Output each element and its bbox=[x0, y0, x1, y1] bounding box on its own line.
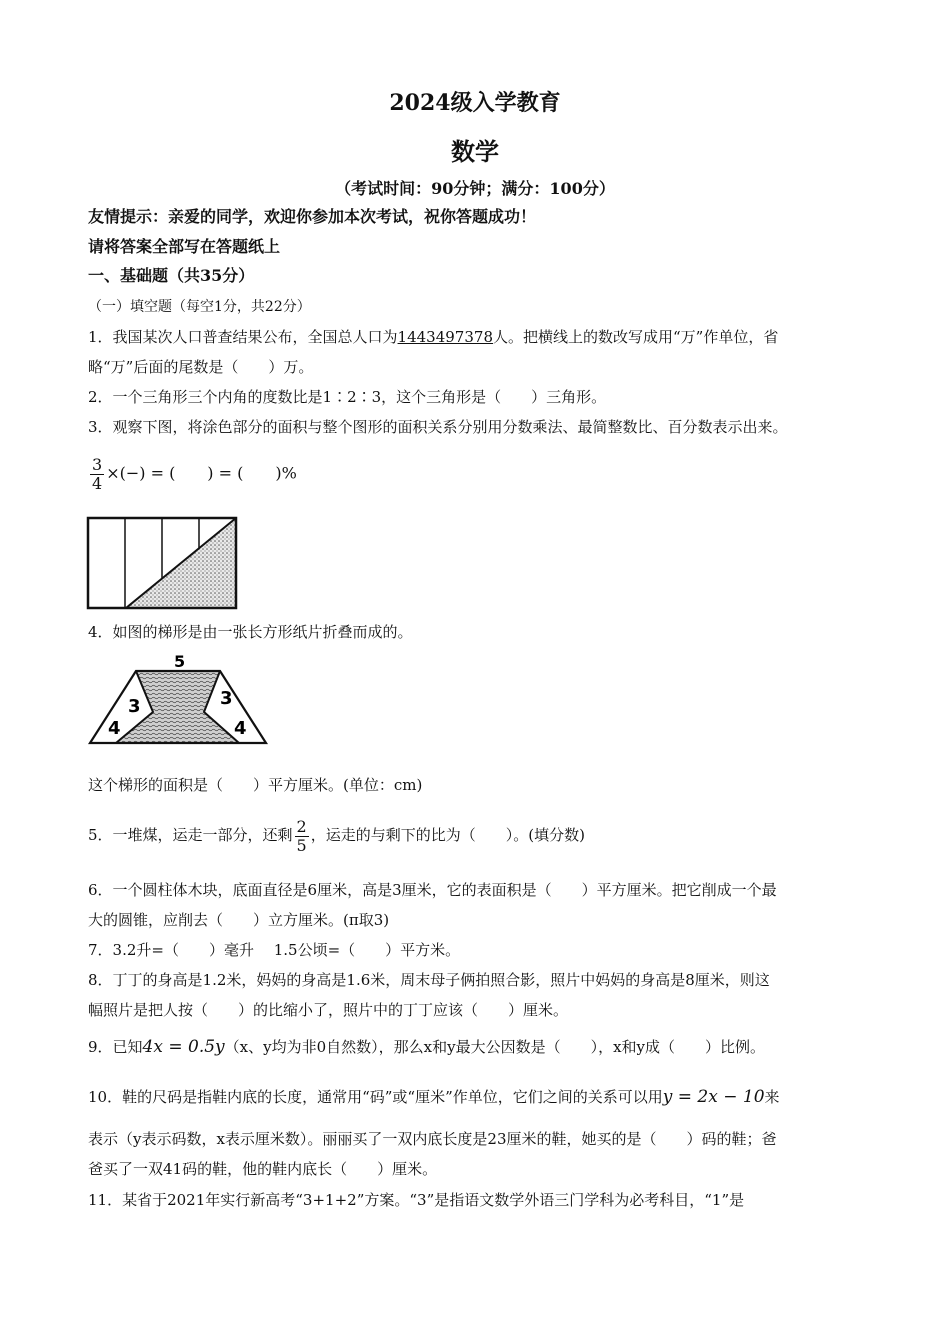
q10-formula: y = 2x − 10 bbox=[662, 1087, 765, 1107]
label-left-side: 3 bbox=[128, 696, 141, 717]
question-11: 11．某省于2021年实行新高考“3+1+2”方案。“3”是指语文数学外语三门学科为必考科目，“1”是 bbox=[88, 1191, 745, 1209]
answer-instruction: 请将答案全部写在答题纸上 bbox=[88, 237, 281, 256]
question-6-line-1: 6．一个圆柱体木块，底面直径是6厘米，高是3厘米，它的表面积是（ ）平方厘米。把它削成一个最 bbox=[88, 881, 777, 899]
q10-text-a: 10．鞋的尺码是指鞋内底的长度，通常用“码”或“厘米”作单位，它们之间的关系可以用 bbox=[88, 1088, 663, 1106]
exam-title: 2024级入学教育 bbox=[389, 90, 561, 116]
q5-fraction-denominator: 5 bbox=[296, 835, 307, 855]
question-5 bbox=[88, 815, 868, 855]
question-9 bbox=[88, 1037, 868, 1057]
q9-text-a: 9．已知 bbox=[88, 1038, 143, 1056]
q1-population-number: 1443497378 bbox=[397, 328, 493, 346]
question-4: 4．如图的梯形是由一张长方形纸片折叠而成的。 bbox=[88, 623, 413, 641]
q9-text-b: （x、y均为非0自然数），那么x和y最大公因数是（ ），x和y成（ ）比例。 bbox=[224, 1038, 766, 1056]
question-2: 2．一个三角形三个内角的度数比是1∶2∶3，这个三角形是（ ）三角形。 bbox=[88, 388, 607, 406]
q5-fraction-numerator: 2 bbox=[296, 816, 307, 836]
label-top: 5 bbox=[174, 652, 186, 671]
label-left-bottom: 4 bbox=[108, 718, 121, 739]
q1-text-a: 1．我国某次人口普查结果公布，全国总人口为 bbox=[88, 328, 398, 346]
q3-fraction-denominator: 4 bbox=[92, 474, 103, 493]
question-3: 3．观察下图，将涂色部分的面积与整个图形的面积关系分别用分数乘法、最简整数比、百分数表示出来。 bbox=[88, 418, 788, 436]
subsection-title: （一）填空题（每空1分，共22分） bbox=[88, 299, 311, 315]
q5-fraction bbox=[295, 818, 309, 855]
question-10-line-2: 表示（y表示码数，x表示厘米数）。丽丽买了一双内底长度是23厘米的鞋，她买的是（ ）码的鞋；爸 bbox=[88, 1130, 777, 1148]
subject-title: 数学 bbox=[451, 137, 499, 166]
label-right-bottom: 4 bbox=[234, 718, 247, 739]
question-10-line-3: 爸买了一双41码的鞋，他的鞋内底长（ ）厘米。 bbox=[88, 1160, 438, 1178]
q3-formula-rest: ×(−) = ( ) = ( )% bbox=[106, 463, 297, 483]
exam-info: （考试时间：90分钟；满分：100分） bbox=[335, 179, 615, 198]
label-right-side: 3 bbox=[220, 688, 233, 709]
question-7: 7．3.2升=（ ）毫升 1.5公顷=（ ）平方米。 bbox=[88, 941, 461, 959]
q5-text-a: 5．一堆煤，运走一部分，还剩 bbox=[88, 826, 293, 844]
q3-shaded-rectangle-figure bbox=[86, 516, 238, 610]
q10-text-b: 来 bbox=[764, 1088, 780, 1106]
question-1-line-1 bbox=[88, 327, 868, 347]
q9-formula: 4x = 0.5y bbox=[142, 1037, 225, 1057]
question-8-line-2: 幅照片是把人按（ ）的比缩小了，照片中的丁丁应该（ ）厘米。 bbox=[88, 1001, 569, 1019]
q3-fraction bbox=[90, 456, 104, 493]
q1-text-b: 人。把横线上的数改写成用“万”作单位，省 bbox=[492, 328, 779, 346]
question-4-answer-line: 这个梯形的面积是（ ）平方厘米。(单位：cm) bbox=[88, 776, 423, 794]
q3-fraction-numerator: 3 bbox=[92, 455, 103, 474]
q4-trapezoid-figure bbox=[86, 652, 272, 752]
question-10-line-1 bbox=[88, 1087, 868, 1107]
friendly-tip: 友情提示：亲爱的同学，欢迎你参加本次考试，祝你答题成功！ bbox=[88, 207, 537, 226]
section-title: 一、基础题（共35分） bbox=[88, 266, 255, 285]
question-8-line-1: 8．丁丁的身高是1.2米，妈妈的身高是1.6米，周末母子俩拍照合影，照片中妈妈的身高是8厘米，则这 bbox=[88, 971, 770, 989]
question-1-line-2: 略“万”后面的尾数是（ ）万。 bbox=[88, 358, 314, 376]
q5-text-b: ，运走的与剩下的比为（ ）。(填分数) bbox=[310, 826, 585, 844]
q3-formula bbox=[88, 456, 868, 493]
question-6-line-2: 大的圆锥，应削去（ ）立方厘米。(π取3) bbox=[88, 911, 390, 929]
